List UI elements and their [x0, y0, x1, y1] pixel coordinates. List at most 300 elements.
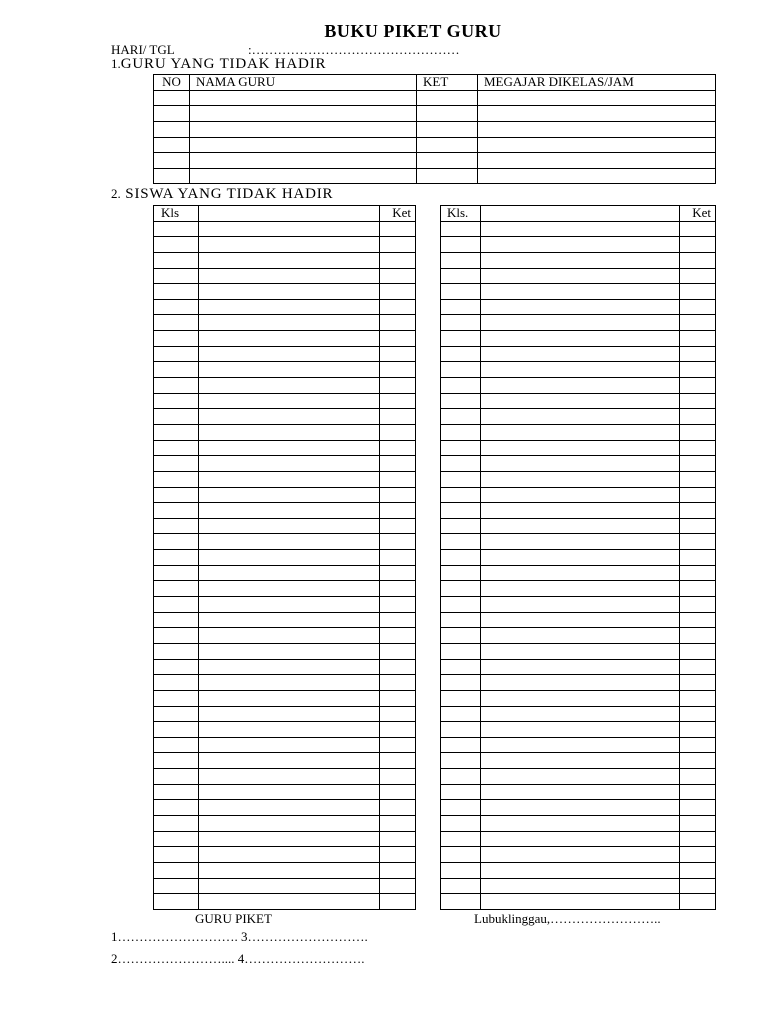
table-cell[interactable]	[481, 878, 680, 894]
table-cell[interactable]	[380, 862, 416, 878]
table-cell[interactable]	[190, 90, 417, 106]
table-cell[interactable]	[199, 409, 380, 425]
table-cell[interactable]	[481, 815, 680, 831]
table-cell[interactable]	[154, 894, 199, 910]
table-cell[interactable]	[199, 690, 380, 706]
table-cell[interactable]	[380, 378, 416, 394]
table-cell[interactable]	[680, 831, 716, 847]
table-cell[interactable]	[154, 612, 199, 628]
table-cell[interactable]	[154, 299, 199, 315]
table-cell[interactable]	[380, 393, 416, 409]
table-cell[interactable]	[481, 581, 680, 597]
table-cell[interactable]	[199, 252, 380, 268]
table-cell[interactable]	[478, 153, 716, 169]
table-cell[interactable]	[680, 534, 716, 550]
table-cell[interactable]	[154, 722, 199, 738]
table-cell[interactable]	[441, 737, 481, 753]
table-cell[interactable]	[380, 690, 416, 706]
table-cell[interactable]	[199, 847, 380, 863]
table-cell[interactable]	[154, 800, 199, 816]
table-cell[interactable]	[380, 753, 416, 769]
table-cell[interactable]	[380, 847, 416, 863]
table-cell[interactable]	[481, 424, 680, 440]
table-cell[interactable]	[441, 503, 481, 519]
table-cell[interactable]	[380, 315, 416, 331]
table-cell[interactable]	[199, 315, 380, 331]
table-cell[interactable]	[199, 737, 380, 753]
table-cell[interactable]	[680, 268, 716, 284]
table-cell[interactable]	[481, 346, 680, 362]
table-cell[interactable]	[478, 121, 716, 137]
table-cell[interactable]	[481, 784, 680, 800]
table-cell[interactable]	[417, 168, 478, 184]
table-cell[interactable]	[380, 362, 416, 378]
table-cell[interactable]	[154, 753, 199, 769]
table-cell[interactable]	[680, 565, 716, 581]
table-cell[interactable]	[154, 487, 199, 503]
table-cell[interactable]	[680, 690, 716, 706]
table-cell[interactable]	[680, 378, 716, 394]
table-cell[interactable]	[481, 331, 680, 347]
siswa-right-row	[441, 362, 716, 378]
table-cell[interactable]	[481, 315, 680, 331]
table-cell[interactable]	[481, 706, 680, 722]
table-cell[interactable]	[441, 221, 481, 237]
table-cell[interactable]	[441, 784, 481, 800]
table-cell[interactable]	[154, 409, 199, 425]
table-cell[interactable]	[199, 393, 380, 409]
table-cell[interactable]	[380, 471, 416, 487]
table-cell[interactable]	[441, 800, 481, 816]
table-cell[interactable]	[680, 221, 716, 237]
table-cell[interactable]	[441, 534, 481, 550]
table-cell[interactable]	[199, 628, 380, 644]
table-cell[interactable]	[680, 456, 716, 472]
table-cell[interactable]	[441, 659, 481, 675]
table-cell[interactable]	[417, 137, 478, 153]
table-cell[interactable]	[441, 518, 481, 534]
siswa-absent-table-right	[440, 205, 716, 910]
table-cell[interactable]	[680, 518, 716, 534]
table-cell[interactable]	[680, 815, 716, 831]
siswa-left-row	[154, 471, 416, 487]
table-cell[interactable]	[199, 659, 380, 675]
table-cell[interactable]	[680, 315, 716, 331]
table-cell[interactable]	[199, 221, 380, 237]
table-cell[interactable]	[680, 331, 716, 347]
table-cell[interactable]	[441, 487, 481, 503]
table-cell[interactable]	[154, 106, 190, 122]
table-cell[interactable]	[380, 252, 416, 268]
table-cell[interactable]	[441, 581, 481, 597]
table-cell[interactable]	[199, 284, 380, 300]
table-cell[interactable]	[481, 237, 680, 253]
table-cell[interactable]	[680, 581, 716, 597]
table-cell[interactable]	[199, 518, 380, 534]
table-cell[interactable]	[199, 753, 380, 769]
table-cell[interactable]	[199, 362, 380, 378]
table-cell[interactable]	[380, 550, 416, 566]
table-cell[interactable]	[199, 706, 380, 722]
table-cell[interactable]	[154, 534, 199, 550]
table-cell[interactable]	[680, 346, 716, 362]
siswa-left-row	[154, 299, 416, 315]
table-cell[interactable]	[199, 643, 380, 659]
table-cell[interactable]	[680, 878, 716, 894]
table-cell[interactable]	[199, 487, 380, 503]
table-cell[interactable]	[380, 284, 416, 300]
table-cell[interactable]	[380, 565, 416, 581]
table-cell[interactable]	[481, 690, 680, 706]
table-cell[interactable]	[680, 800, 716, 816]
table-cell[interactable]	[199, 346, 380, 362]
table-cell[interactable]	[680, 487, 716, 503]
table-cell[interactable]	[481, 471, 680, 487]
table-cell[interactable]	[441, 252, 481, 268]
table-cell[interactable]	[154, 137, 190, 153]
table-cell[interactable]	[199, 815, 380, 831]
table-cell[interactable]	[154, 628, 199, 644]
table-cell[interactable]	[481, 487, 680, 503]
table-cell[interactable]	[481, 409, 680, 425]
table-cell[interactable]	[680, 628, 716, 644]
siswa-right-row	[441, 471, 716, 487]
table-cell[interactable]	[680, 503, 716, 519]
table-cell[interactable]	[481, 737, 680, 753]
table-cell[interactable]	[199, 424, 380, 440]
table-cell[interactable]	[481, 894, 680, 910]
table-cell[interactable]	[680, 409, 716, 425]
table-cell[interactable]	[154, 659, 199, 675]
table-cell[interactable]	[199, 862, 380, 878]
table-cell[interactable]	[199, 894, 380, 910]
table-cell[interactable]	[481, 612, 680, 628]
table-cell[interactable]	[481, 675, 680, 691]
table-cell[interactable]	[199, 784, 380, 800]
table-cell[interactable]	[481, 456, 680, 472]
table-cell[interactable]	[380, 737, 416, 753]
table-cell[interactable]	[154, 393, 199, 409]
table-cell[interactable]	[380, 440, 416, 456]
table-cell[interactable]	[680, 612, 716, 628]
table-cell[interactable]	[680, 299, 716, 315]
table-cell[interactable]	[199, 268, 380, 284]
table-cell[interactable]	[478, 106, 716, 122]
table-cell[interactable]	[199, 534, 380, 550]
table-cell[interactable]	[441, 690, 481, 706]
table-cell[interactable]	[481, 362, 680, 378]
table-cell[interactable]	[441, 597, 481, 613]
table-cell[interactable]	[154, 550, 199, 566]
table-cell[interactable]	[441, 753, 481, 769]
table-cell[interactable]	[154, 878, 199, 894]
table-cell[interactable]	[199, 800, 380, 816]
table-cell[interactable]	[154, 815, 199, 831]
table-cell[interactable]	[481, 628, 680, 644]
table-cell[interactable]	[441, 643, 481, 659]
table-cell[interactable]	[380, 706, 416, 722]
table-cell[interactable]	[441, 378, 481, 394]
table-cell[interactable]	[481, 800, 680, 816]
table-cell[interactable]	[481, 252, 680, 268]
table-cell[interactable]	[380, 503, 416, 519]
table-cell[interactable]	[380, 659, 416, 675]
table-cell[interactable]	[680, 847, 716, 863]
table-cell[interactable]	[380, 518, 416, 534]
table-cell[interactable]	[154, 597, 199, 613]
table-cell[interactable]	[154, 121, 190, 137]
table-cell[interactable]	[441, 315, 481, 331]
table-cell[interactable]	[441, 847, 481, 863]
table-cell[interactable]	[441, 362, 481, 378]
guru-table-row	[154, 153, 716, 169]
table-cell[interactable]	[417, 106, 478, 122]
table-cell[interactable]	[154, 471, 199, 487]
table-cell[interactable]	[680, 659, 716, 675]
table-cell[interactable]	[417, 153, 478, 169]
table-cell[interactable]	[190, 121, 417, 137]
table-cell[interactable]	[380, 894, 416, 910]
table-cell[interactable]	[154, 518, 199, 534]
table-cell[interactable]	[380, 346, 416, 362]
table-cell[interactable]	[441, 815, 481, 831]
table-cell[interactable]	[154, 503, 199, 519]
table-cell[interactable]	[190, 137, 417, 153]
table-cell[interactable]	[680, 784, 716, 800]
table-cell[interactable]	[481, 831, 680, 847]
table-cell[interactable]	[680, 362, 716, 378]
table-cell[interactable]	[154, 153, 190, 169]
table-cell[interactable]	[441, 769, 481, 785]
table-cell[interactable]	[154, 862, 199, 878]
table-cell[interactable]	[199, 612, 380, 628]
siswa-right-row	[441, 393, 716, 409]
table-cell[interactable]	[417, 121, 478, 137]
table-cell[interactable]	[190, 168, 417, 184]
table-cell[interactable]	[154, 440, 199, 456]
table-cell[interactable]	[154, 565, 199, 581]
table-cell[interactable]	[380, 221, 416, 237]
table-cell[interactable]	[380, 424, 416, 440]
table-cell[interactable]	[441, 393, 481, 409]
table-cell[interactable]	[380, 331, 416, 347]
table-cell[interactable]	[441, 440, 481, 456]
table-cell[interactable]	[380, 268, 416, 284]
table-cell[interactable]	[199, 440, 380, 456]
table-cell[interactable]	[441, 878, 481, 894]
table-cell[interactable]	[481, 534, 680, 550]
table-cell[interactable]	[481, 550, 680, 566]
table-cell[interactable]	[199, 456, 380, 472]
table-cell[interactable]	[478, 90, 716, 106]
table-cell[interactable]	[199, 675, 380, 691]
table-cell[interactable]	[380, 612, 416, 628]
table-cell[interactable]	[154, 769, 199, 785]
table-cell[interactable]	[441, 722, 481, 738]
table-cell[interactable]	[680, 737, 716, 753]
table-cell[interactable]	[680, 393, 716, 409]
table-cell[interactable]	[441, 550, 481, 566]
table-cell[interactable]	[680, 550, 716, 566]
table-cell[interactable]	[478, 168, 716, 184]
table-cell[interactable]	[154, 90, 190, 106]
table-cell[interactable]	[154, 456, 199, 472]
table-cell[interactable]	[380, 456, 416, 472]
table-cell[interactable]	[154, 737, 199, 753]
table-cell[interactable]	[441, 675, 481, 691]
table-cell[interactable]	[154, 284, 199, 300]
table-cell[interactable]	[481, 565, 680, 581]
table-cell[interactable]	[680, 753, 716, 769]
table-cell[interactable]	[680, 237, 716, 253]
table-cell[interactable]	[154, 847, 199, 863]
table-cell[interactable]	[199, 831, 380, 847]
table-cell[interactable]	[680, 894, 716, 910]
table-cell[interactable]	[481, 221, 680, 237]
table-cell[interactable]	[199, 722, 380, 738]
table-cell[interactable]	[154, 675, 199, 691]
table-cell[interactable]	[380, 534, 416, 550]
table-cell[interactable]	[380, 769, 416, 785]
table-cell[interactable]	[481, 753, 680, 769]
table-cell[interactable]	[441, 409, 481, 425]
table-cell[interactable]	[199, 331, 380, 347]
table-cell[interactable]	[680, 643, 716, 659]
table-cell[interactable]	[154, 237, 199, 253]
table-cell[interactable]	[481, 518, 680, 534]
table-cell[interactable]	[154, 784, 199, 800]
table-cell[interactable]	[481, 597, 680, 613]
table-cell[interactable]	[199, 581, 380, 597]
table-cell[interactable]	[380, 722, 416, 738]
table-cell[interactable]	[199, 769, 380, 785]
table-cell[interactable]	[680, 706, 716, 722]
table-cell[interactable]	[481, 769, 680, 785]
table-cell[interactable]	[190, 153, 417, 169]
table-cell[interactable]	[380, 237, 416, 253]
table-cell[interactable]	[481, 659, 680, 675]
table-cell[interactable]	[417, 90, 478, 106]
table-cell[interactable]	[441, 831, 481, 847]
siswa-left-row	[154, 628, 416, 644]
table-cell[interactable]	[680, 284, 716, 300]
table-cell[interactable]	[481, 847, 680, 863]
table-cell[interactable]	[199, 471, 380, 487]
table-cell[interactable]	[441, 284, 481, 300]
table-cell[interactable]	[441, 628, 481, 644]
table-cell[interactable]	[481, 503, 680, 519]
table-cell[interactable]	[190, 106, 417, 122]
table-cell[interactable]	[199, 378, 380, 394]
table-cell[interactable]	[680, 722, 716, 738]
table-cell[interactable]	[199, 503, 380, 519]
siswa-left-row	[154, 643, 416, 659]
table-cell[interactable]	[481, 284, 680, 300]
table-cell[interactable]	[441, 237, 481, 253]
table-cell[interactable]	[680, 440, 716, 456]
table-cell[interactable]	[380, 800, 416, 816]
table-cell[interactable]	[481, 299, 680, 315]
table-cell[interactable]	[481, 393, 680, 409]
table-cell[interactable]	[441, 456, 481, 472]
table-cell[interactable]	[441, 862, 481, 878]
table-cell[interactable]	[154, 315, 199, 331]
table-cell[interactable]	[680, 252, 716, 268]
table-cell[interactable]	[481, 643, 680, 659]
table-cell[interactable]	[680, 424, 716, 440]
table-cell[interactable]	[478, 137, 716, 153]
siswa-left-body	[154, 221, 416, 909]
table-cell[interactable]	[154, 643, 199, 659]
table-cell[interactable]	[680, 471, 716, 487]
table-cell[interactable]	[441, 565, 481, 581]
table-cell[interactable]	[380, 409, 416, 425]
table-cell[interactable]	[441, 299, 481, 315]
table-cell[interactable]	[441, 268, 481, 284]
table-cell[interactable]	[680, 862, 716, 878]
table-cell[interactable]	[199, 597, 380, 613]
table-cell[interactable]	[680, 675, 716, 691]
table-cell[interactable]	[680, 597, 716, 613]
table-cell[interactable]	[441, 706, 481, 722]
table-cell[interactable]	[380, 831, 416, 847]
table-cell[interactable]	[154, 831, 199, 847]
table-cell[interactable]	[199, 237, 380, 253]
siswa-left-row	[154, 331, 416, 347]
table-cell[interactable]	[199, 299, 380, 315]
table-cell[interactable]	[380, 299, 416, 315]
table-cell[interactable]	[154, 706, 199, 722]
table-cell[interactable]	[481, 378, 680, 394]
table-cell[interactable]	[199, 878, 380, 894]
table-cell[interactable]	[199, 550, 380, 566]
table-cell[interactable]	[441, 331, 481, 347]
table-cell[interactable]	[380, 628, 416, 644]
table-cell[interactable]	[380, 487, 416, 503]
table-cell[interactable]	[481, 440, 680, 456]
table-cell[interactable]	[380, 784, 416, 800]
table-cell[interactable]	[154, 252, 199, 268]
table-cell[interactable]	[380, 643, 416, 659]
table-cell[interactable]	[154, 346, 199, 362]
table-cell[interactable]	[441, 612, 481, 628]
table-cell[interactable]	[380, 878, 416, 894]
table-cell[interactable]	[154, 362, 199, 378]
table-cell[interactable]	[380, 675, 416, 691]
table-cell[interactable]	[441, 424, 481, 440]
table-cell[interactable]	[481, 268, 680, 284]
table-cell[interactable]	[441, 894, 481, 910]
table-cell[interactable]	[441, 346, 481, 362]
table-cell[interactable]	[680, 769, 716, 785]
table-cell[interactable]	[154, 221, 199, 237]
table-cell[interactable]	[380, 815, 416, 831]
table-cell[interactable]	[481, 862, 680, 878]
table-cell[interactable]	[154, 581, 199, 597]
table-cell[interactable]	[441, 471, 481, 487]
table-cell[interactable]	[199, 565, 380, 581]
table-cell[interactable]	[154, 168, 190, 184]
table-cell[interactable]	[154, 378, 199, 394]
table-cell[interactable]	[154, 690, 199, 706]
guru-piket-label: GURU PIKET	[195, 911, 272, 926]
table-cell[interactable]	[380, 581, 416, 597]
table-cell[interactable]	[154, 424, 199, 440]
table-cell[interactable]	[481, 722, 680, 738]
table-cell[interactable]	[154, 268, 199, 284]
table-cell[interactable]	[154, 331, 199, 347]
table-cell[interactable]	[380, 597, 416, 613]
